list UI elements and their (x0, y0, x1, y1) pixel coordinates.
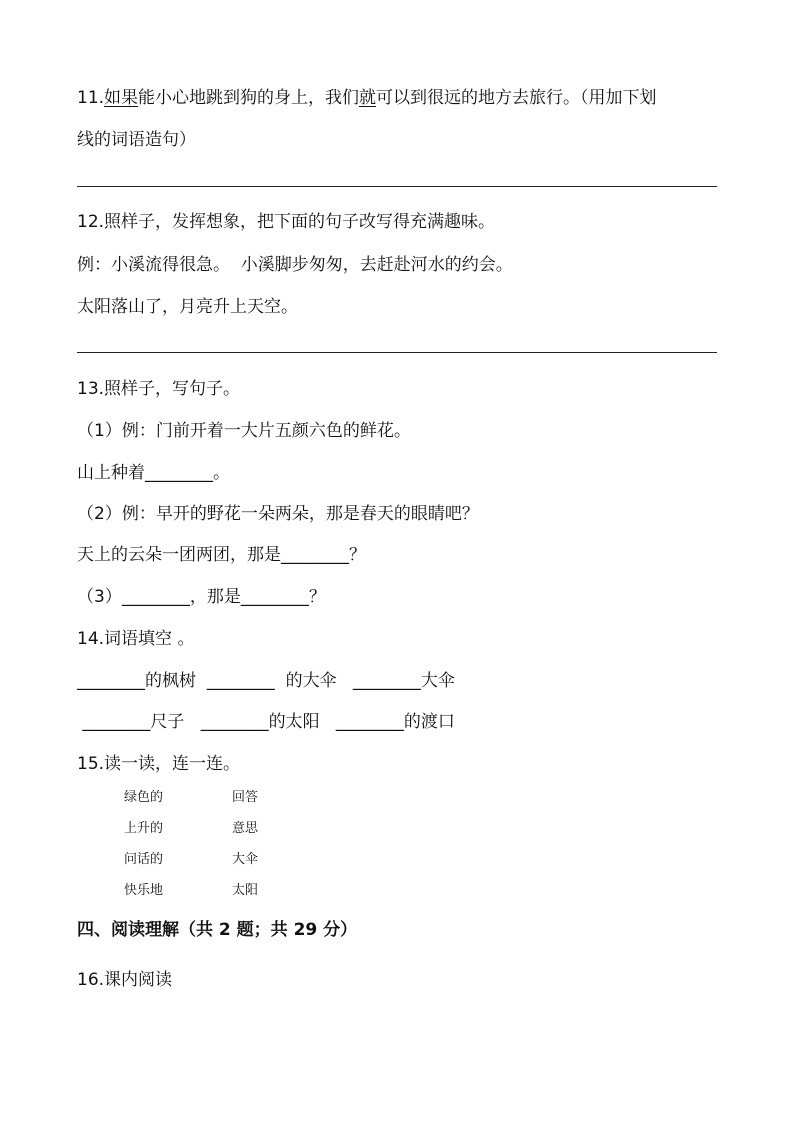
q11-underlined-word-2: 就 (359, 88, 377, 108)
q14-row2: ________尺子 ________的太阳 ________的渡口 (77, 712, 455, 732)
q14-title: 14.词语填空 。 (77, 629, 195, 649)
q15-left-item[interactable]: 上升的 (124, 821, 164, 836)
q15-title: 15.读一读，连一连。 (77, 754, 241, 774)
q13-title: 13.照样子，写句子。 (77, 379, 241, 399)
q15-right-item[interactable]: 太阳 (232, 883, 259, 898)
q13-part2-example: （2）例：早开的野花一朵两朵，那是春天的眼睛吧？ (77, 504, 479, 524)
q11-text-middle: 能小心地跳到狗的身上，我们 (138, 88, 360, 108)
q12-answer-line[interactable] (77, 352, 717, 353)
q15-right-item[interactable]: 意思 (232, 821, 259, 836)
q12-example: 例：小溪流得很急。 小溪脚步匆匆，去赶赴河水的约会。 (77, 255, 513, 275)
q15-left-item[interactable]: 绿色的 (124, 790, 164, 805)
q13-part2-task: 天上的云朵一团两团，那是________？ (77, 545, 366, 565)
q11-line2: 线的词语造句） (77, 130, 196, 150)
q15-left-item[interactable]: 快乐地 (124, 883, 164, 898)
q16-title: 16.课内阅读 (77, 970, 173, 990)
q13-part1-example: （1）例：门前开着一大片五颜六色的鲜花。 (77, 421, 411, 441)
q13-part3-task: （3）________，那是________？ (77, 587, 326, 607)
q15-right-item[interactable]: 大伞 (232, 852, 259, 867)
section4-heading: 四、阅读理解（共 2 题；共 29 分） (77, 920, 358, 940)
q12-title: 12.照样子，发挥想象，把下面的句子改写得充满趣味。 (77, 212, 496, 232)
q11-number: 11. (77, 88, 105, 108)
q11-text-rest: 可以到很远的地方去旅行。（用加下划 (376, 88, 657, 108)
q13-part1-task: 山上种着________。 (77, 463, 230, 483)
q12-sentence: 太阳落山了，月亮升上天空。 (77, 297, 298, 317)
q14-row1: ________的枫树 ________ 的大伞 ________大伞 (77, 671, 455, 691)
q11-answer-line[interactable] (77, 186, 717, 187)
q15-left-item[interactable]: 问话的 (124, 852, 164, 867)
q11-underlined-word-1: 如果 (104, 88, 139, 108)
q15-right-item[interactable]: 回答 (232, 790, 259, 805)
q11-line1 (77, 86, 657, 110)
